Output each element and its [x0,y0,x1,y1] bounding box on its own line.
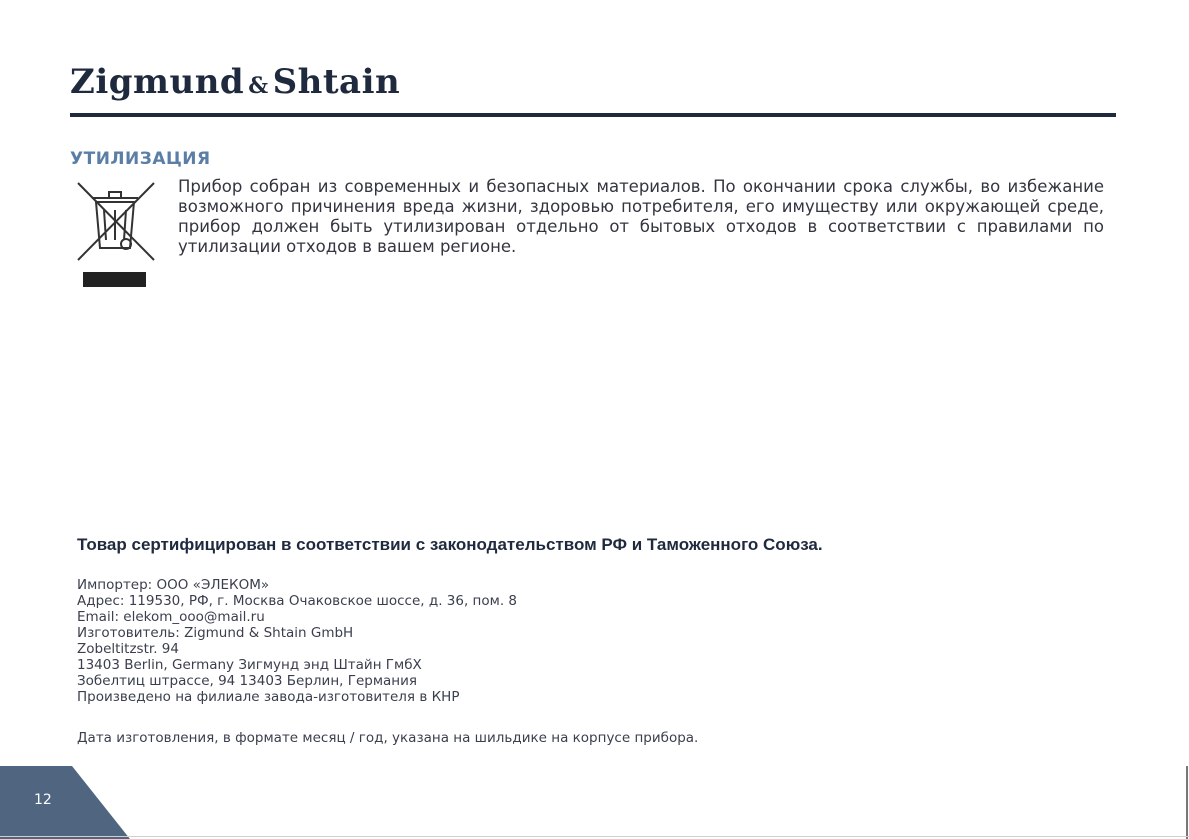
disposal-section-title: УТИЛИЗАЦИЯ [70,149,211,169]
address-line: Адрес: 119530, РФ, г. Москва Очаковское шоссе, д. 36, пом. 8 [77,593,517,609]
page-number-tab [0,766,130,839]
page-bottom-edge [0,836,1189,837]
manufacturer-line: Изготовитель: Zigmund & Shtain GmbH [77,625,354,641]
brand-logo-ampersand: & [248,73,269,99]
crossed-out-wheelie-bin-icon [76,178,156,290]
production-origin-line: Произведено на филиале завода-изготовителя в КНР [77,689,460,705]
importer-line: Импортер: ООО «ЭЛЕКОМ» [77,577,270,593]
manufacturer-address-ru-line: Зобелтиц штрассе, 94 13403 Берлин, Германия [77,673,418,689]
manufacturer-street-line: Zobeltitzstr. 94 [77,641,179,657]
brand-logo-part1: Zigmund [70,62,245,102]
certification-statement: Товар сертифицирован в соответствии с законодательством РФ и Таможенного Союза. [77,535,823,554]
brand-logo [70,62,400,102]
disposal-text: Прибор собран из современных и безопасных материалов. По окончании срока службы, во избежание возможного причинения вреда жизни, здоровью потребителя, его имуществу или окружающей среде, прибор должен быть утилизирован отдельно от бытовых отходов в соответствии с правилами по утилизации отходов в вашем регионе. [178,177,1104,256]
header-divider [70,113,1116,117]
manufacture-date-note: Дата изготовления, в формате месяц / год, указана на шильдике на корпусе прибора. [77,730,699,746]
email-line: Email: elekom_ooo@mail.ru [77,609,265,625]
page-number: 12 [34,792,52,808]
manufacturer-city-line: 13403 Berlin, Germany Зигмунд энд Штайн ГмбХ [77,657,422,673]
importer-info [77,577,517,705]
brand-logo-part2: Shtain [272,62,401,102]
page-edge-line [1186,766,1188,839]
